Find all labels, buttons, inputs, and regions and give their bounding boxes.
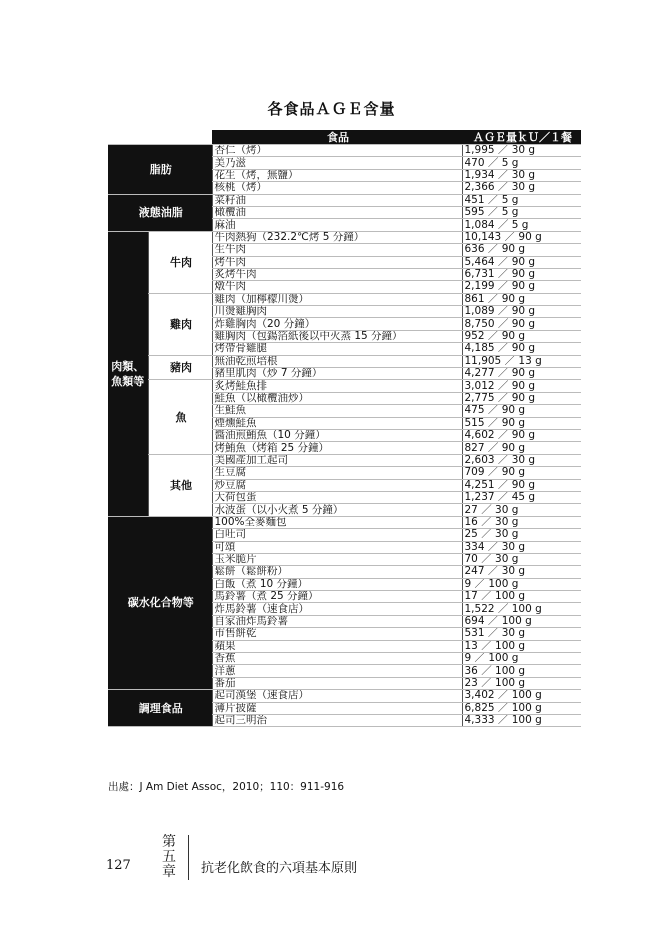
age-value: 334 ／ 30 g	[462, 541, 581, 553]
chapter-char: 五	[162, 849, 176, 865]
source-citation: 出處：J Am Diet Assoc，2010；110：911-916	[108, 781, 345, 793]
age-value: 5,464 ／ 90 g	[462, 256, 581, 268]
table-row	[108, 380, 581, 392]
subcategory-label: 其他	[148, 454, 212, 516]
table-row	[108, 355, 581, 367]
age-value: 11,905 ／ 13 g	[462, 355, 581, 367]
age-value: 4,251 ／ 90 g	[462, 479, 581, 491]
age-value: 1,089 ／ 90 g	[462, 306, 581, 318]
age-value: 23 ／ 100 g	[462, 677, 581, 689]
food-name: 香蕉	[212, 653, 462, 665]
age-value: 8,750 ／ 90 g	[462, 318, 581, 330]
food-name: 川燙雞胸肉	[212, 306, 462, 318]
food-name: 生鮭魚	[212, 405, 462, 417]
age-value: 247 ／ 30 g	[462, 566, 581, 578]
food-name: 蘋果	[212, 640, 462, 652]
food-name: 大荷包蛋	[212, 491, 462, 503]
header-food: 食品	[212, 130, 462, 145]
age-value: 515 ／ 90 g	[462, 417, 581, 429]
food-name: 馬鈴薯（煮 25 分鐘）	[212, 591, 462, 603]
food-name: 番茄	[212, 677, 462, 689]
subcategory-label: 魚	[148, 380, 212, 454]
chapter-char: 第	[162, 834, 176, 850]
age-value: 636 ／ 90 g	[462, 244, 581, 256]
table-row	[108, 194, 581, 206]
header-age-value: ＡＧＥ量ｋＵ／１餐	[462, 130, 581, 145]
food-name: 薄片披薩	[212, 702, 462, 714]
food-name: 醬油煎鮪魚（10 分鐘）	[212, 429, 462, 441]
age-value: 2,366 ／ 30 g	[462, 182, 581, 194]
food-name: 燉牛肉	[212, 281, 462, 293]
age-value: 13 ／ 100 g	[462, 640, 581, 652]
age-value: 6,731 ／ 90 g	[462, 268, 581, 280]
category-label: 液態油脂	[108, 194, 212, 231]
table-row	[108, 454, 581, 466]
age-value: 1,934 ／ 30 g	[462, 169, 581, 181]
age-value: 3,012 ／ 90 g	[462, 380, 581, 392]
food-name: 鬆餅（鬆餅粉）	[212, 566, 462, 578]
age-value: 694 ／ 100 g	[462, 615, 581, 627]
age-value: 16 ／ 30 g	[462, 516, 581, 528]
age-value: 36 ／ 100 g	[462, 665, 581, 677]
page-title: 各食品ＡＧＥ含量	[267, 100, 396, 118]
food-name: 橄欖油	[212, 206, 462, 218]
age-value: 861 ／ 90 g	[462, 293, 581, 305]
table-row	[108, 231, 581, 243]
category-label: 調理食品	[108, 690, 212, 727]
age-value: 4,333 ／ 100 g	[462, 714, 581, 726]
chapter-title: 抗老化飲食的六項基本原則	[201, 861, 358, 876]
table-row	[108, 516, 581, 528]
category-label: 碳水化合物等	[108, 516, 212, 689]
food-name: 鮭魚（以橄欖油炒）	[212, 392, 462, 404]
age-value: 1,522 ／ 100 g	[462, 603, 581, 615]
food-name: 美乃滋	[212, 157, 462, 169]
food-name: 雞肉（加檸檬川燙）	[212, 293, 462, 305]
food-name: 自家油炸馬鈴薯	[212, 615, 462, 627]
age-value: 4,185 ／ 90 g	[462, 343, 581, 355]
subcategory-label: 雞肉	[148, 293, 212, 355]
age-value: 25 ／ 30 g	[462, 529, 581, 541]
age-value: 2,603 ／ 30 g	[462, 454, 581, 466]
age-value: 3,402 ／ 100 g	[462, 690, 581, 702]
age-value: 70 ／ 30 g	[462, 553, 581, 565]
age-content-table	[108, 130, 581, 727]
table-header-row	[108, 130, 581, 145]
food-name: 炙烤鮭魚排	[212, 380, 462, 392]
age-value: 17 ／ 100 g	[462, 591, 581, 603]
age-value: 531 ／ 30 g	[462, 628, 581, 640]
food-name: 水波蛋（以小火煮 5 分鐘）	[212, 504, 462, 516]
food-name: 美國產加工起司	[212, 454, 462, 466]
age-value: 470 ／ 5 g	[462, 157, 581, 169]
age-value: 27 ／ 30 g	[462, 504, 581, 516]
age-value: 2,775 ／ 90 g	[462, 392, 581, 404]
food-name: 玉米脆片	[212, 553, 462, 565]
food-name: 白飯（煮 10 分鐘）	[212, 578, 462, 590]
chapter-char: 章	[162, 864, 176, 880]
age-value: 952 ／ 90 g	[462, 330, 581, 342]
page-number: 127	[106, 858, 131, 873]
food-name: 起司三明治	[212, 714, 462, 726]
food-name: 可頌	[212, 541, 462, 553]
age-value: 4,602 ／ 90 g	[462, 429, 581, 441]
food-name: 麻油	[212, 219, 462, 231]
age-value: 1,084 ／ 5 g	[462, 219, 581, 231]
age-value: 595 ／ 5 g	[462, 206, 581, 218]
food-name: 核桃（烤）	[212, 182, 462, 194]
age-value: 10,143 ／ 90 g	[462, 231, 581, 243]
category-label: 脂肪	[108, 145, 212, 195]
table-row	[108, 145, 581, 157]
food-name: 菜籽油	[212, 194, 462, 206]
age-value: 9 ／ 100 g	[462, 653, 581, 665]
age-value: 709 ／ 90 g	[462, 467, 581, 479]
food-name: 市售餅乾	[212, 628, 462, 640]
food-name: 烤帶骨雞腿	[212, 343, 462, 355]
food-name: 豬里肌肉（炒 7 分鐘）	[212, 368, 462, 380]
age-value: 475 ／ 90 g	[462, 405, 581, 417]
category-label: 肉類、魚類等	[108, 231, 148, 516]
table-row	[108, 690, 581, 702]
age-value: 2,199 ／ 90 g	[462, 281, 581, 293]
food-name: 烤牛肉	[212, 256, 462, 268]
age-value: 827 ／ 90 g	[462, 442, 581, 454]
food-name: 杏仁（烤）	[212, 145, 462, 157]
food-name: 生豆腐	[212, 467, 462, 479]
food-name: 炙烤牛肉	[212, 268, 462, 280]
age-value: 9 ／ 100 g	[462, 578, 581, 590]
food-name: 煙燻鮭魚	[212, 417, 462, 429]
food-name: 牛肉熱狗（232.2℃烤 5 分鐘）	[212, 231, 462, 243]
age-value: 6,825 ／ 100 g	[462, 702, 581, 714]
food-name: 洋蔥	[212, 665, 462, 677]
age-value: 451 ／ 5 g	[462, 194, 581, 206]
food-name: 生牛肉	[212, 244, 462, 256]
food-name: 白吐司	[212, 529, 462, 541]
food-name: 雞胸肉（包鍚箔紙後以中火蒸 15 分鐘）	[212, 330, 462, 342]
food-name: 無油乾煎培根	[212, 355, 462, 367]
food-name: 起司漢堡（速食店）	[212, 690, 462, 702]
table-body	[108, 145, 581, 727]
food-name: 花生（烤，無鹽）	[212, 169, 462, 181]
table-row	[108, 293, 581, 305]
age-value: 4,277 ／ 90 g	[462, 368, 581, 380]
subcategory-label: 豬肉	[148, 355, 212, 380]
food-name: 炸馬鈴薯（速食店）	[212, 603, 462, 615]
food-name: 烤鮪魚（烤箱 25 分鐘）	[212, 442, 462, 454]
food-name: 100%全麥麵包	[212, 516, 462, 528]
food-name: 炒豆腐	[212, 479, 462, 491]
age-value: 1,237 ／ 45 g	[462, 491, 581, 503]
chapter-mark	[158, 835, 189, 880]
food-name: 炸雞胸肉（20 分鐘）	[212, 318, 462, 330]
age-value: 1,995 ／ 30 g	[462, 145, 581, 157]
subcategory-label: 牛肉	[148, 231, 212, 293]
